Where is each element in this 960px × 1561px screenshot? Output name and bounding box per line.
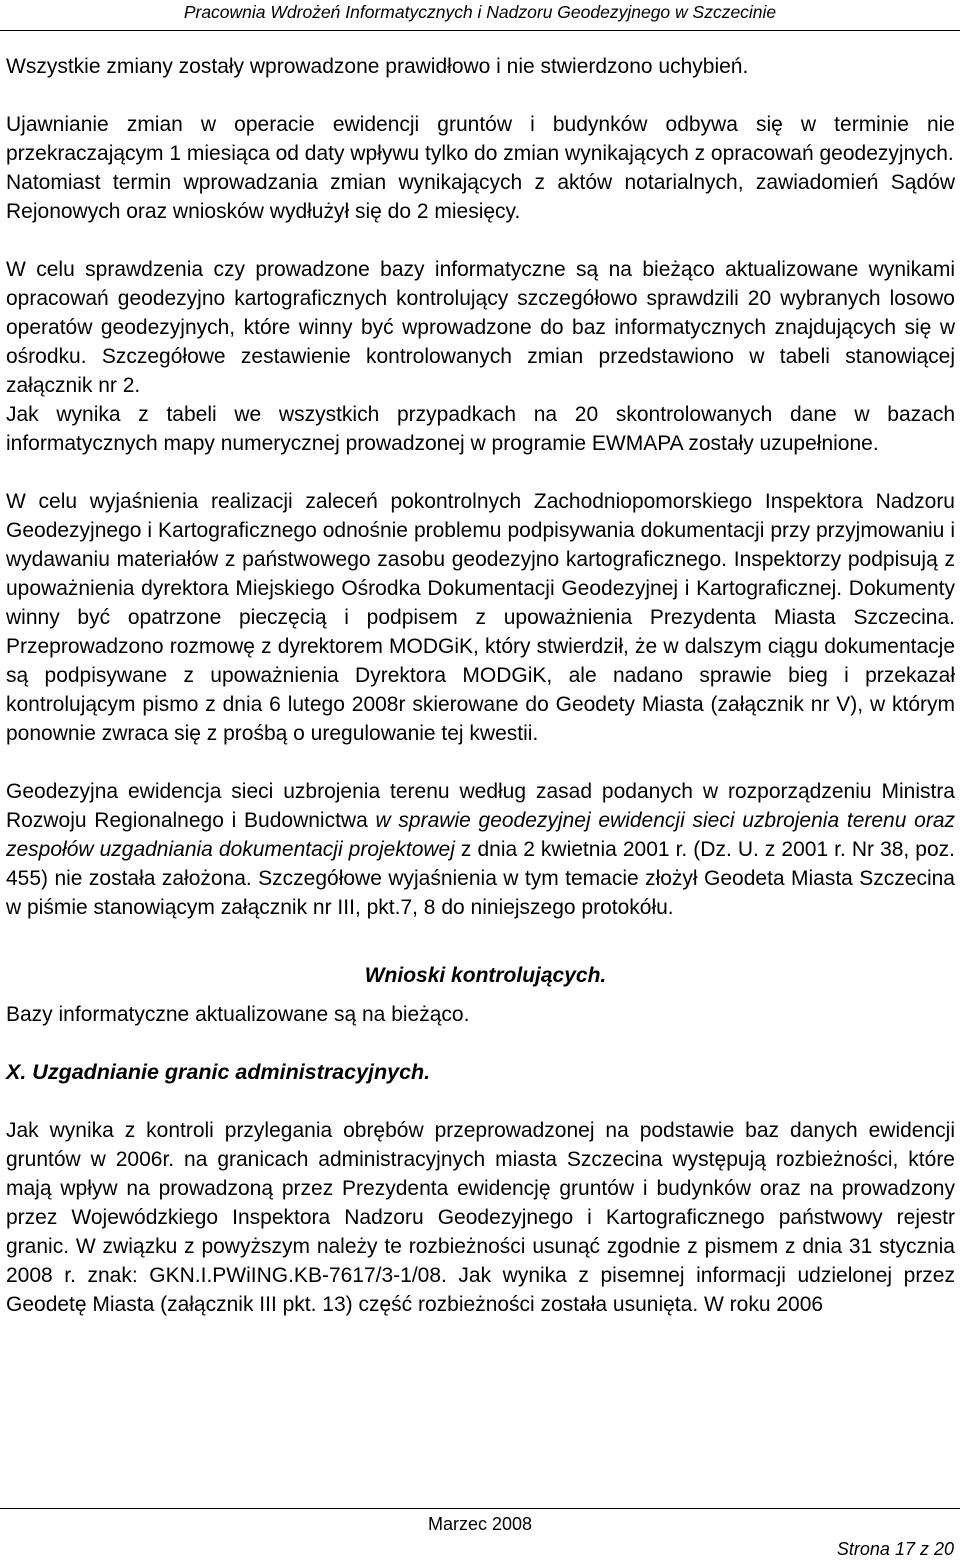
footer-divider — [0, 1508, 960, 1509]
regulation-title: w sprawie geodezyjnej ewidencji sieci uzbrojenia terenu oraz zespołów uzgadniania dokumentacji projektowej — [6, 809, 955, 861]
regulation-details: z dnia 2 kwietnia 2001 r. (Dz. U. z 2001 r. Nr 38, poz. 455) nie została założona. Szczegółowe wyjaśnienia w tym temacie złożył Geodeta Miasta Szczecina w piśmie stanowiącym załącznik nr III, pkt.7, 8 do niniejszego protokółu. — [6, 838, 955, 919]
footer-date: Marzec 2008 — [427, 1514, 533, 1534]
header-divider — [0, 30, 960, 31]
paragraph-database-check: W celu sprawdzenia czy prowadzone bazy informatyczne są na bieżąco aktualizowane wynikami opracowań geodezyjno kartograficznych kontrolujący szczegółowo sprawdzili 20 wybranych losowo operatów geodezyjnych, które winny być wprowadzone do baz informatycznych znajdujących się w ośrodku. Szczegółowe zestawienie kontrolowanych zmian przedstawiono w tabeli stanowiącej załącznik nr 2. — [6, 258, 955, 397]
section-heading-x: X. Uzgadnianie granic administracyjnych. — [6, 1060, 431, 1084]
regulation-intro: Geodezyjna ewidencja sieci uzbrojenia terenu według zasad podanych w rozporządzeniu Ministra Rozwoju Regionalnego i Budownictwa — [6, 780, 955, 832]
conclusions-heading: Wnioski kontrolujących. — [364, 964, 607, 987]
paragraph-administrative-borders: Jak wynika z kontroli przylegania obrębów przeprowadzonej na podstawie baz danych ewidencji gruntów w 2006r. na granicach administracyjnych miasta Szczecina występują rozbieżności, które mają wpływ na prowadzoną przez Prezydenta ewidencję gruntów i budynków oraz na prowadzony przez Wojewódzkiego Inspektora Nadzoru Geodezyjnego i Kartograficznego państwowy rejestr granic. W związku z powyższym należy te rozbieżności usunąć zgodnie z pismem z dnia 31 stycznia 2008 r. znak: GKN.I.PWiING.KB-7617/3-1/08. Jak wynika z pisemnej informacji udzielonej przez Geodetę Miasta (załącznik III pkt. 13) część rozbieżności została usunięta. W roku 2006 — [6, 1119, 955, 1316]
paragraph-changes-correct: Wszystkie zmiany zostały wprowadzone prawidłowo i nie stwierdzono uchybień. — [6, 55, 749, 78]
page-header: Pracownia Wdrożeń Informatycznych i Nadzoru Geodezyjnego w Szczecinie — [183, 2, 777, 22]
paragraph-utility-network-registry — [6, 777, 955, 922]
paragraph-conclusion: Bazy informatyczne aktualizowane są na bieżąco. — [6, 1003, 470, 1026]
page-number: Strona 17 z 20 — [836, 1539, 954, 1559]
paragraph-notarial-term: Natomiast termin wprowadzania zmian wynikających z aktów notarialnych, zawiadomień Sądów Rejonowych oraz wniosków wydłużył się do 2 miesięcy. — [6, 171, 955, 223]
paragraph-ewmapa-result: Jak wynika z tabeli we wszystkich przypadkach na 20 skontrolowanych dane w bazach informatycznych mapy numerycznej prowadzonej w programie EWMAPA zostały uzupełnione. — [6, 403, 955, 455]
paragraph-disclosure-term: Ujawnianie zmian w operacie ewidencji gruntów i budynków odbywa się w terminie nie przekraczającym 1 miesiąca od daty wpływu tylko do zmian wynikających z opracowań geodezyjnych. — [6, 113, 955, 165]
paragraph-signing-documents: W celu wyjaśnienia realizacji zaleceń pokontrolnych Zachodniopomorskiego Inspektora Nadzoru Geodezyjnego i Kartograficznego odnośnie problemu podpisywania dokumentacji przy przyjmowaniu i wydawaniu materiałów z państwowego zasobu geodezyjno kartograficznego. Inspektorzy podpisują z upoważnienia dyrektora Miejskiego Ośrodka Dokumentacji Geodezyjnej i Kartograficznej. Dokumenty winny być opatrzone pieczęcią i podpisem z upoważnienia Prezydenta Miasta Szczecina. Przeprowadzono rozmowę z dyrektorem MODGiK, który stwierdził, że w dalszym ciągu dokumentacje są podpisywane z upoważnienia Dyrektora MODGiK, ale nadano sprawie bieg i przekazał kontrolującym pismo z dnia 6 lutego 2008r skierowane do Geodety Miasta (załącznik nr V), w którym ponownie zwraca się z prośbą o uregulowanie tej kwestii. — [6, 490, 955, 745]
document-body — [6, 52, 955, 1319]
